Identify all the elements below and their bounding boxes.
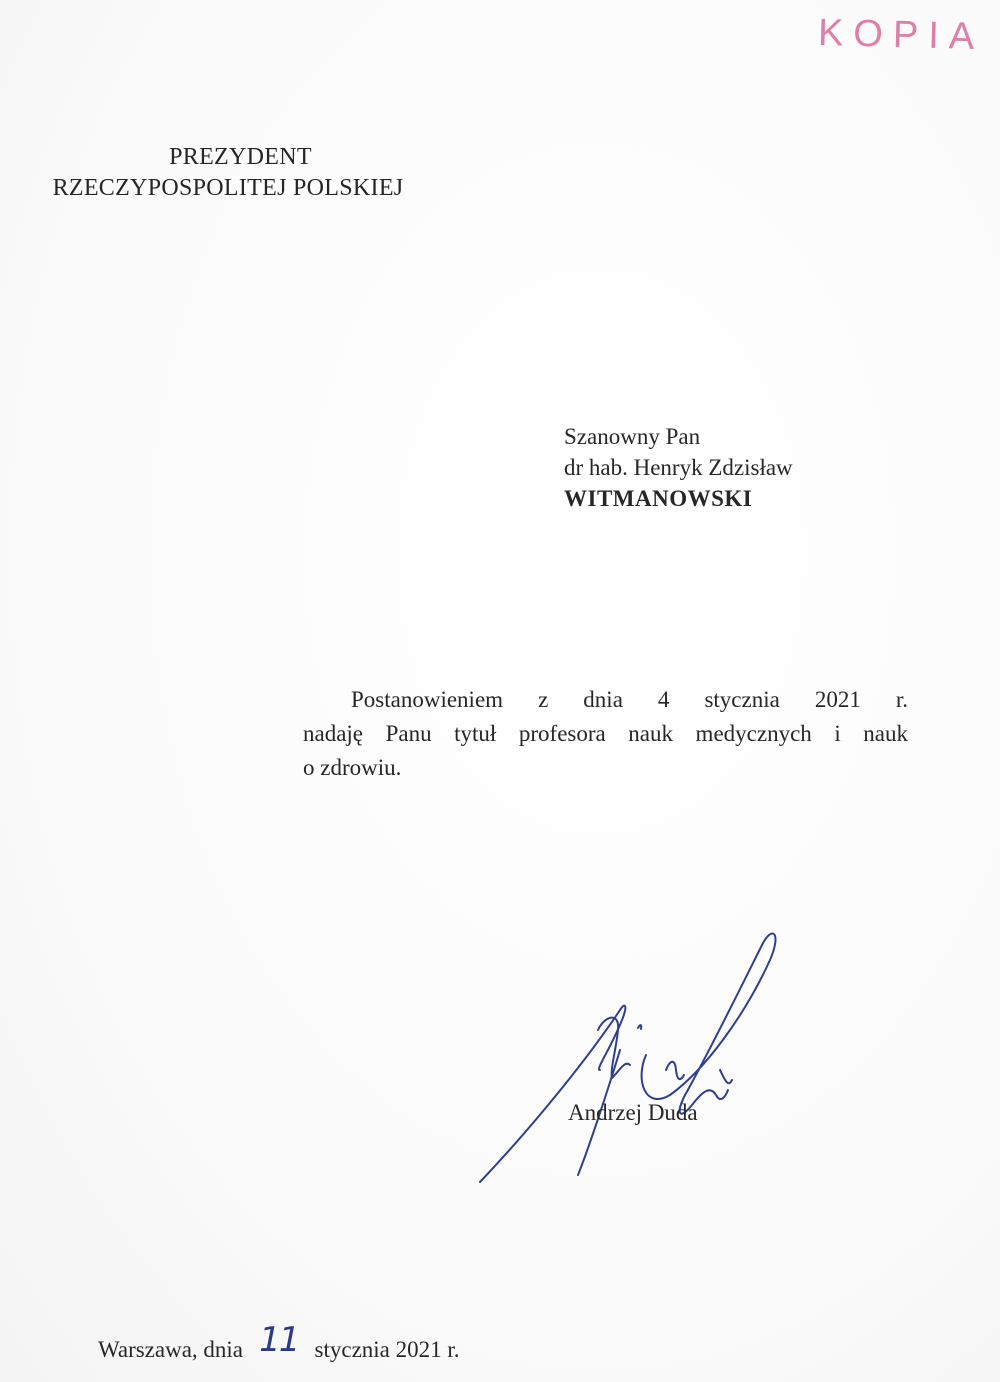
letterhead-subtitle: RZECZYPOSPOLITEJ POLSKIEJ: [52, 175, 404, 201]
handwritten-signature: [470, 920, 800, 1190]
letterhead: [18, 142, 438, 204]
recipient-address: [564, 421, 793, 514]
copy-stamp: KOPIA: [817, 11, 985, 59]
body-line-3: o zdrowiu.: [303, 755, 402, 780]
body-line-2: nadaję Panu tytuł profesora nauk medycznych i nauk: [303, 721, 908, 746]
letterhead-title: PREZYDENT: [169, 144, 312, 170]
date-prefix: Warszawa, dnia: [98, 1337, 244, 1362]
recipient-title-name: dr hab. Henryk Zdzisław: [564, 455, 793, 480]
handwritten-day: 11: [259, 1320, 299, 1360]
letter-body: [303, 683, 908, 785]
place-date-line: [98, 1320, 460, 1366]
recipient-salutation: Szanowny Pan: [564, 424, 701, 449]
date-suffix: stycznia 2021 r.: [314, 1337, 460, 1362]
signer-name: Andrzej Duda: [568, 1100, 698, 1125]
body-line-1: Postanowieniem z dnia 4 stycznia 2021 r.: [351, 687, 908, 712]
recipient-surname: WITMANOWSKI: [564, 486, 753, 511]
